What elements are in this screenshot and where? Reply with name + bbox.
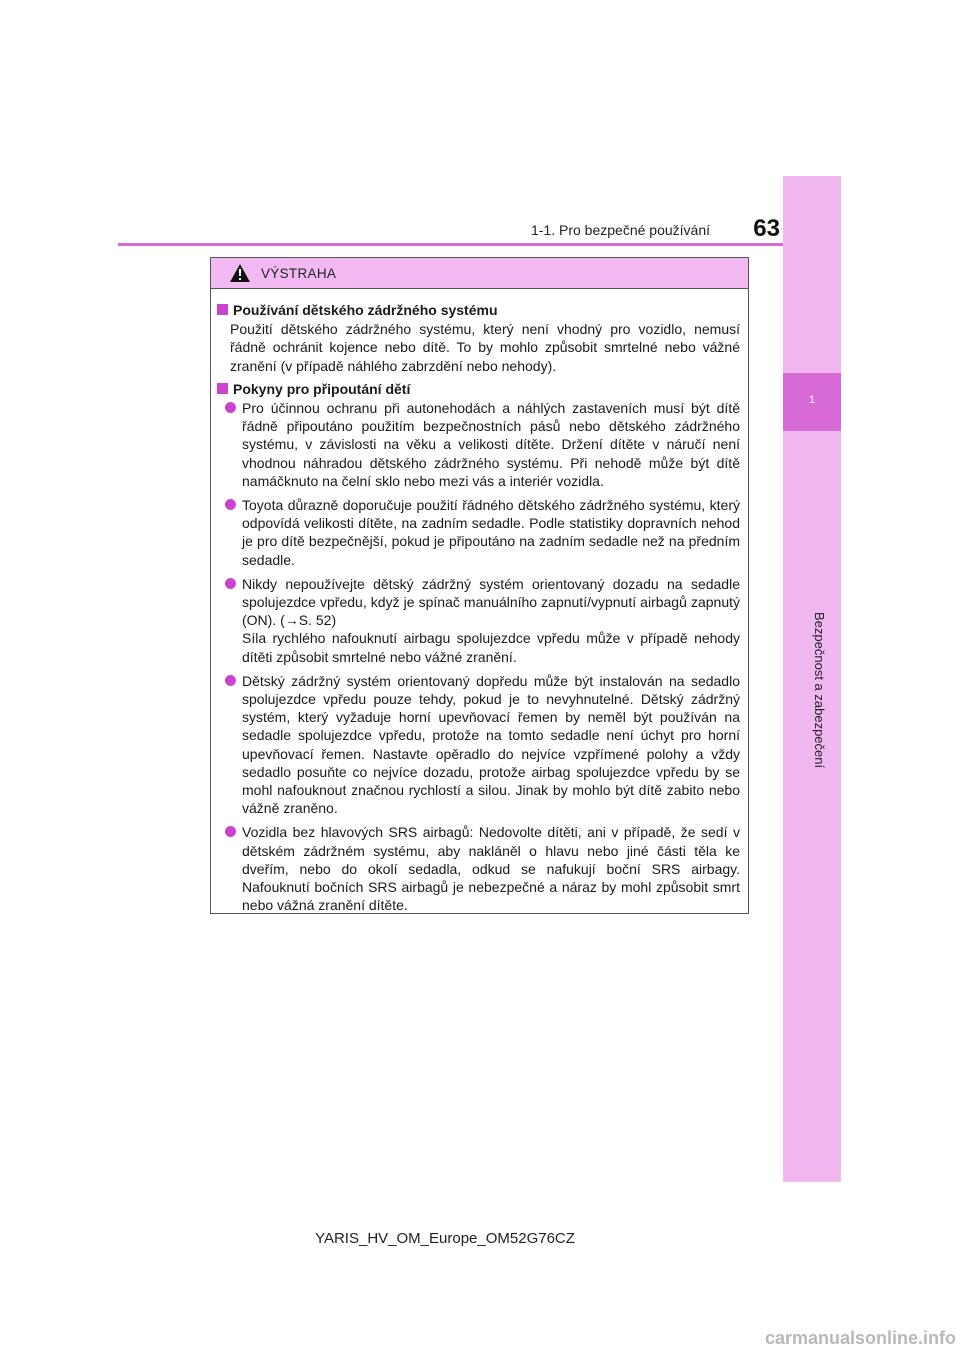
chapter-number: 1: [808, 394, 816, 406]
list-item-text: Dětský zádržný systém orientovaný dopředu může být instalován na sedadlo spolujezdce vpředu pouze tehdy, pokud je to nevyhnutelné. Dětský zádržný systém, který vyžaduje horní upevňovací řemen by neměl být používán na sedadle spolujezdce vpředu, protože na tomto sedadle není úchyt pro horní upevňovací řemen. Nastavte opěradlo do nejvíce vzpřímené polohy a vždy sedadlo posuňte co nejvíce dozadu, protože airbag spolujezdce vpředu by se mohl nafouknout značnou rychlostí a silou. Jinak by mohlo být dítě zabito nebo vážně zraněno.: [242, 672, 740, 817]
section-heading: [217, 301, 740, 319]
warning-triangle-icon: [229, 263, 251, 283]
chapter-title: Bezpečnost a zabezpečení: [812, 612, 827, 769]
list-item-paragraph: Nikdy nepoužívejte dětský zádržný systém orientovaný dozadu na sedadle spolujezdce vpředu, když je spínač manuálního zapnutí/vypnutí airbagů zapnutý (ON). (→S. 52): [242, 575, 740, 629]
section-title: 1-1. Pro bezpečné používání: [530, 222, 710, 238]
square-bullet-icon: [217, 383, 228, 394]
section-heading-text: Používání dětského zádržného systému: [233, 302, 498, 318]
circle-bullet-icon: [225, 499, 236, 510]
list-item-text: Toyota důrazně doporučuje použití řádného dětského zádržného systému, který odpovídá velikosti dítěte, na zadním sedadle. Podle statistiky dopravních nehod je pro dítě bezpečnější, pokud je připoutáno na zadním sedadle než na předním sedadle.: [242, 497, 740, 568]
list-item: [217, 575, 740, 666]
warning-box: [210, 257, 749, 914]
list-item-paragraph: Síla rychlého nafouknutí airbagu spolujezdce vpředu může v případě nehody dítěti způsobit smrtelné nebo vážné zranění.: [242, 630, 740, 665]
section-heading-text: Pokyny pro připoutání dětí: [233, 380, 411, 397]
circle-bullet-icon: [225, 675, 236, 686]
list-item-text: Vozidla bez hlavových SRS airbagů: Nedovolte dítěti, ani v případě, že sedí v dětském zádržném systému, aby nakláněl o hlavu nebo jiné části těla ke dveřím, nebo do okolí sedadla, odkud se nafukují boční SRS airbagy. Nafouknutí bočních SRS airbagů je nebezpečné a náraz by mohl způsobit smrt nebo vážná zranění dítěte.: [242, 824, 740, 914]
section-body: Použití dětského zádržného systému, který není vhodný pro vozidlo, nemusí řádně ochránit kojence nebo dítě. To by mohlo způsobit smrtelné nebo vážné zranění (v případě náhlého zabrzdění nebo nehody).: [230, 321, 740, 374]
square-bullet-icon: [217, 304, 228, 315]
list-item-text: Pro účinnou ochranu při autonehodách a náhlých zastaveních musí být dítě řádně připoutáno použitím bezpečnostních pásů nebo dětského zádržného systému, v závislosti na věku a velikosti dítěte. Držení dítěte v náručí není vhodnou náhradou dětského zádržného systému. Při nehodě může být dítě namáčknuto na čelní sklo nebo mezi vás a interiér vozidla.: [242, 400, 740, 489]
warning-title: VÝSTRAHA: [261, 265, 337, 281]
circle-bullet-icon: [225, 826, 236, 837]
list-item: [217, 823, 740, 914]
chapter-side-tab: [783, 176, 841, 1182]
circle-bullet-icon: [225, 402, 236, 413]
list-item: [217, 672, 740, 818]
circle-bullet-icon: [225, 578, 236, 589]
page-number: 63: [753, 215, 780, 242]
list-item: [217, 496, 740, 569]
document-code: YARIS_HV_OM_Europe_OM52G76CZ: [315, 1230, 575, 1247]
warning-content: [211, 289, 748, 915]
list-item-text: [242, 575, 740, 666]
watermark: carmanualsonline.info: [764, 1328, 956, 1348]
warning-header: [211, 258, 748, 289]
list-item: [217, 399, 740, 490]
header-divider: [118, 243, 783, 246]
section-heading: [217, 380, 740, 398]
